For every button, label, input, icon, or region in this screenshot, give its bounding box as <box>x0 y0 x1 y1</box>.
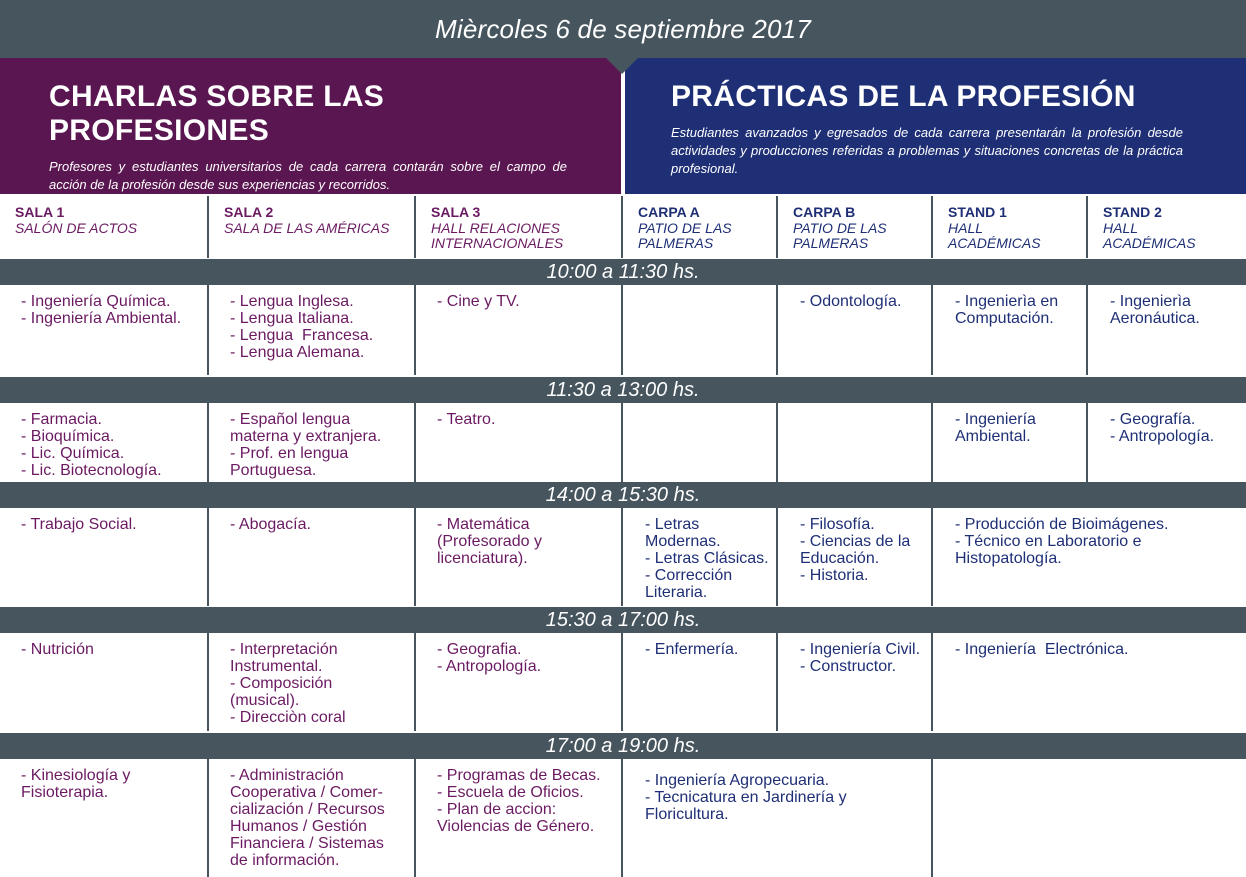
schedule-row <box>0 403 1246 482</box>
column-header-title: CARPA A <box>638 204 700 220</box>
date-banner <box>0 0 1246 58</box>
career-item: - Cine y TV. <box>437 293 520 310</box>
schedule-cell <box>0 403 209 482</box>
career-item: - Ingeniería <box>955 411 1036 428</box>
career-item: Violencias de Género. <box>437 818 595 835</box>
schedule-cell <box>778 403 933 482</box>
schedule-row <box>0 633 1246 731</box>
column-header <box>416 196 623 258</box>
career-item: - Lic. Biotecnología. <box>21 462 162 479</box>
time-slot-label: 17:00 a 19:00 hs. <box>545 734 701 757</box>
career-item: - Composición <box>230 675 333 692</box>
career-item: Cooperativa / Comer- <box>230 784 383 801</box>
charlas-title: CHARLAS SOBRE LAS PROFESIONES <box>49 80 385 147</box>
column-header <box>209 196 416 258</box>
time-slot-band <box>0 482 1246 508</box>
time-slot-label: 15:30 a 17:00 hs. <box>545 608 701 631</box>
practicas-panel <box>625 58 1246 194</box>
schedule-cell <box>0 759 209 877</box>
career-item: - Letras <box>645 516 700 533</box>
career-item: - Antropología. <box>437 658 542 675</box>
career-item: - Lic. Química. <box>21 445 125 462</box>
charlas-description: Profesores y estudiantes universitarios de cada carrera contarán sobre el campo de acción de la profesión desde sus experiencias y recorridos. <box>49 159 567 192</box>
schedule-cell <box>778 508 933 606</box>
schedule-row <box>0 285 1246 375</box>
career-item: - Ingeniería Ambiental. <box>21 310 182 327</box>
schedule-cell <box>933 285 1088 375</box>
schedule-cell <box>416 285 623 375</box>
career-item: Financiera / Sistemas <box>230 835 384 852</box>
career-item: - Constructor. <box>800 658 897 675</box>
career-item: - Ingeniería Civil. <box>800 641 921 658</box>
schedule-cell <box>778 285 933 375</box>
column-header-title: CARPA B <box>793 204 856 220</box>
practicas-title: PRÁCTICAS DE LA PROFESIÓN <box>671 80 1136 113</box>
schedule-cell <box>209 403 416 482</box>
charlas-panel <box>0 58 621 194</box>
career-item: - Español lengua <box>230 411 351 428</box>
time-slot-label: 11:30 a 13:00 hs. <box>546 378 700 401</box>
career-item: de información. <box>230 852 340 869</box>
career-item: Literaria. <box>645 584 708 601</box>
career-item: Instrumental. <box>230 658 323 675</box>
time-slot-label: 14:00 a 15:30 hs. <box>545 483 701 506</box>
career-item: - Lengua Francesa. <box>230 327 374 344</box>
schedule-cell <box>416 759 623 877</box>
column-header <box>0 196 209 258</box>
career-item: - Enfermería. <box>645 641 739 658</box>
career-item: licenciatura). <box>437 550 528 567</box>
career-item: Ambiental. <box>955 428 1031 445</box>
schedule-cell <box>209 633 416 731</box>
career-item: - Geografía. <box>1110 411 1196 428</box>
career-item: - Lengua Alemana. <box>230 344 365 361</box>
schedule-cell <box>416 633 623 731</box>
career-item: - Ingenierìa en <box>955 293 1059 310</box>
career-item: - Escuela de Oficios. <box>437 784 584 801</box>
career-item: - Odontología. <box>800 293 902 310</box>
career-item: - Antropología. <box>1110 428 1215 445</box>
career-item: - Matemática <box>437 516 530 533</box>
career-item: - Letras Clásicas. <box>645 550 769 567</box>
career-item: - Programas de Becas. <box>437 767 601 784</box>
schedule-cell <box>416 508 623 606</box>
time-slot-band <box>0 377 1246 403</box>
career-item: Portuguesa. <box>230 462 317 479</box>
career-item: - Ciencias de la <box>800 533 911 550</box>
career-item: - Historia. <box>800 567 869 584</box>
career-item: - Corrección <box>645 567 733 584</box>
schedule-cell <box>623 633 778 731</box>
schedule-cell <box>209 759 416 877</box>
career-item: Modernas. <box>645 533 721 550</box>
practicas-description: Estudiantes avanzados y egresados de cada carrera presentarán la profesión desde actividades y producciones referidas a problemas y situaciones concretas de la práctica profesional. <box>671 125 1183 176</box>
column-header <box>623 196 778 258</box>
schedule-cell <box>209 508 416 606</box>
career-item: Aeronáutica. <box>1110 310 1200 327</box>
career-item: (musical). <box>230 692 300 709</box>
career-item: Histopatología. <box>955 550 1062 567</box>
column-header-location: INTERNACIONALES <box>431 235 564 251</box>
career-item: - Plan de accion: <box>437 801 557 818</box>
schedule-cell <box>933 403 1088 482</box>
schedule-cell <box>209 285 416 375</box>
career-item: cialización / Recursos <box>230 801 385 818</box>
career-item: Fisioterapia. <box>21 784 109 801</box>
column-header <box>1088 196 1246 258</box>
career-item: - Geografia. <box>437 641 522 658</box>
column-header-title: STAND 2 <box>1103 204 1162 220</box>
schedule-cell <box>416 403 623 482</box>
career-item: - Producción de Bioimágenes. <box>955 516 1169 533</box>
career-item: - Trabajo Social. <box>21 516 137 533</box>
time-slot-band <box>0 733 1246 759</box>
career-item: - Direcciòn coral <box>230 709 346 726</box>
schedule-cell <box>0 508 209 606</box>
career-item: (Profesorado y <box>437 533 542 550</box>
career-item: Floricultura. <box>645 806 729 823</box>
time-slot-band <box>0 607 1246 633</box>
career-item: - Ingeniería Electrónica. <box>955 641 1129 658</box>
column-header-title: STAND 1 <box>948 204 1007 220</box>
career-item: - Lengua Italiana. <box>230 310 354 327</box>
career-item: - Lengua Inglesa. <box>230 293 354 310</box>
time-slot-label: 10:00 a 11:30 hs. <box>546 260 700 283</box>
schedule-cell <box>933 508 1246 606</box>
column-header-location: SALÓN DE ACTOS <box>15 220 138 236</box>
schedule-row <box>0 508 1246 606</box>
career-item: - Tecnicatura en Jardinería y <box>645 789 847 806</box>
career-item: - Interpretación <box>230 641 338 658</box>
time-slot-band <box>0 259 1246 285</box>
career-item: materna y extranjera. <box>230 428 382 445</box>
schedule-cell <box>1088 285 1246 375</box>
column-header-title: SALA 2 <box>224 204 274 220</box>
schedule-cell <box>0 285 209 375</box>
column-headers <box>0 196 1246 258</box>
column-header-location: PATIO DE LAS <box>793 220 887 236</box>
column-header-location: PATIO DE LAS <box>638 220 732 236</box>
column-header-location: SALA DE LAS AMÉRICAS <box>224 220 390 236</box>
career-item: - Ingeniería Química. <box>21 293 171 310</box>
column-header-title: SALA 3 <box>431 204 481 220</box>
date-label: Mièrcoles 6 de septiembre 2017 <box>435 13 811 44</box>
career-item: - Técnico en Laboratorio e <box>955 533 1142 550</box>
column-header-title: SALA 1 <box>15 204 65 220</box>
column-header-location: ACADÉMICAS <box>948 235 1041 251</box>
career-item: - Administración <box>230 767 344 784</box>
schedule-cell <box>623 508 778 606</box>
schedule-cell <box>623 403 778 482</box>
schedule-cell <box>623 285 778 375</box>
career-item: - Ingenierìa <box>1110 293 1191 310</box>
column-header-location: HALL <box>1103 220 1139 236</box>
career-item: - Prof. en lengua <box>230 445 349 462</box>
schedule-row <box>0 759 1246 877</box>
career-item: - Farmacia. <box>21 411 102 428</box>
career-item: - Filosofía. <box>800 516 875 533</box>
career-item: - Teatro. <box>437 411 496 428</box>
column-header-location: HALL <box>948 220 984 236</box>
career-item: - Kinesiología y <box>21 767 131 784</box>
schedule-cell <box>778 633 933 731</box>
career-item: Humanos / Gestión <box>230 818 367 835</box>
career-item: Educación. <box>800 550 880 567</box>
column-header-location: ACADÉMICAS <box>1103 235 1196 251</box>
banner-notch <box>605 57 639 74</box>
column-header-location: PALMERAS <box>793 235 869 251</box>
schedule-cell <box>1088 403 1246 482</box>
column-header-location: HALL RELACIONES <box>431 220 560 236</box>
column-header-location: PALMERAS <box>638 235 714 251</box>
career-item: - Ingeniería Agropecuaria. <box>645 772 830 789</box>
career-item: - Bioquímica. <box>21 428 115 445</box>
career-item: Computación. <box>955 310 1054 327</box>
column-header <box>778 196 933 258</box>
schedule-cell <box>933 633 1246 731</box>
career-item: - Nutrición <box>21 641 94 658</box>
column-header <box>933 196 1088 258</box>
schedule-cell <box>933 759 1246 877</box>
career-item: - Abogacía. <box>230 516 311 533</box>
schedule-cell <box>623 759 933 877</box>
schedule-cell <box>0 633 209 731</box>
